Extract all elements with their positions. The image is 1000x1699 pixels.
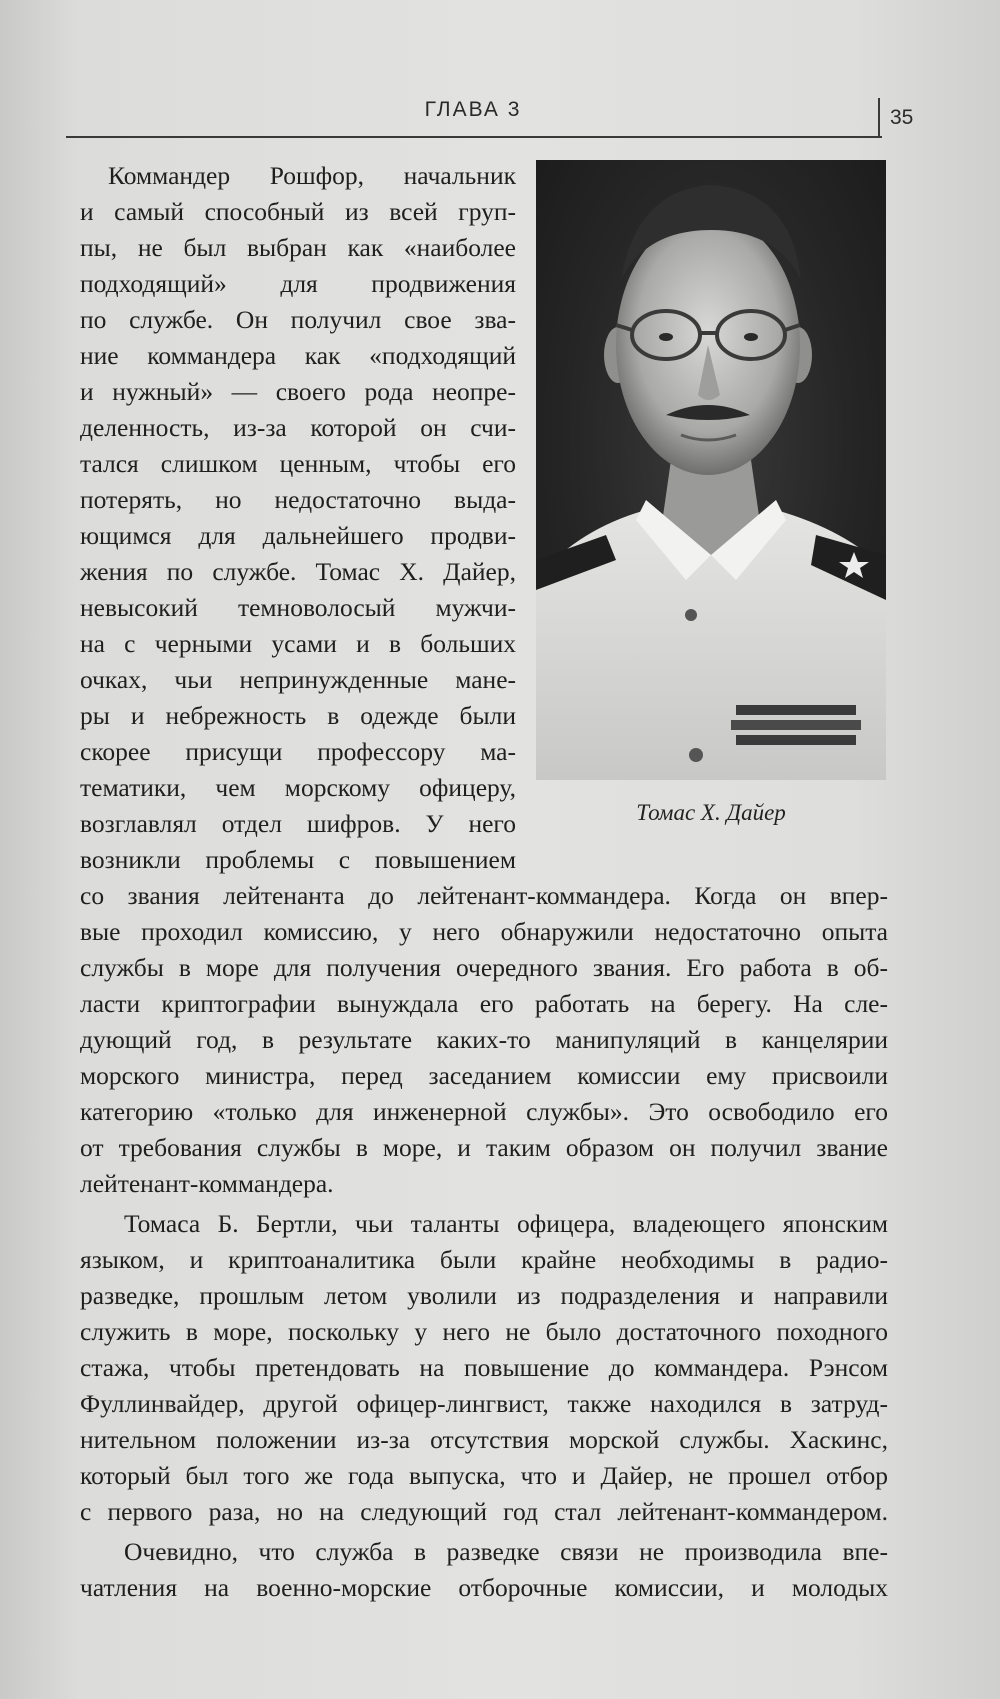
text-line: по службе. Он получил свое зва- xyxy=(80,305,516,334)
header-vertical-bar xyxy=(878,98,880,138)
text-line: языком, и криптоаналитика были крайне необходимы в радио- xyxy=(80,1245,888,1274)
text-line: и самый способный из всей груп- xyxy=(80,197,516,226)
portrait-photo xyxy=(536,160,886,780)
text-line: чатления на военно-морские отборочные комиссии, и молодых xyxy=(80,1573,888,1602)
text-line: вые проходил комиссию, у него обнаружили недостаточно опыта xyxy=(80,917,888,946)
text-line: Очевидно, что служба в разведке связи не производила впе- xyxy=(124,1537,888,1566)
text-line: ласти криптографии вынуждала его работать на берегу. На сле- xyxy=(80,989,888,1018)
text-line: невысокий темноволосый мужчи- xyxy=(80,593,516,622)
text-line: стажа, чтобы претендовать на повышение до коммандера. Рэнсом xyxy=(80,1353,888,1382)
text-line: возникли проблемы с повышением xyxy=(80,845,516,874)
page-number: 35 xyxy=(890,106,914,129)
text-line: очках, чьи непринужденные мане- xyxy=(80,665,516,694)
text-line: Коммандер Рошфор, начальник xyxy=(108,161,516,190)
portrait-illustration xyxy=(536,160,886,780)
text-line: на с черными усами и в больших xyxy=(80,629,516,658)
text-line: скорее присущи профессору ма- xyxy=(80,737,516,766)
text-line: потерять, но недостаточно выда- xyxy=(80,485,516,514)
text-line: пы, не был выбран как «наиболее xyxy=(80,233,516,262)
text-line: Томаса Б. Бертли, чьи таланты офицера, владеющего японским xyxy=(124,1209,888,1238)
photo-caption: Томас Х. Дайер xyxy=(636,800,786,825)
text-line: служить в море, поскольку у него не было достаточного походного xyxy=(80,1317,888,1346)
text-line: дующий год, в результате каких-то манипуляций в канцелярии xyxy=(80,1025,888,1054)
text-line: тематики, чем морскому офицеру, xyxy=(80,773,516,802)
text-line: Фуллинвайдер, другой офицер-лингвист, также находился в затруд- xyxy=(80,1389,888,1418)
text-line: от требования службы в море, и таким образом он получил звание xyxy=(80,1133,888,1162)
text-line: ние коммандера как «подходящий xyxy=(80,341,516,370)
text-line: морского министра, перед заседанием комиссии ему присвоили xyxy=(80,1061,888,1090)
text-line: службы в море для получения очередного звания. Его работа в об- xyxy=(80,953,888,982)
text-line: нительном положении из-за отсутствия морской службы. Хаскинс, xyxy=(80,1425,888,1454)
text-line: который был того же года выпуска, что и Дайер, не прошел отбор xyxy=(80,1461,888,1490)
text-line: категорию «только для инженерной службы». Это освободило его xyxy=(80,1097,888,1126)
text-line: подходящий» для продвижения xyxy=(80,269,516,298)
text-line: лейтенант-коммандера. xyxy=(80,1169,334,1198)
running-header-chapter: ГЛАВА 3 xyxy=(424,98,522,121)
text-line: со звания лейтенанта до лейтенант-коммандера. Когда он впер- xyxy=(80,881,888,910)
text-line: разведке, прошлым летом уволили из подразделения и направили xyxy=(80,1281,888,1310)
text-line: возглавлял отдел шифров. У него xyxy=(80,809,516,838)
text-line: деленность, из-за которой он счи- xyxy=(80,413,516,442)
text-line: ры и небрежность в одежде были xyxy=(80,701,516,730)
text-line: жения по службе. Томас Х. Дайер, xyxy=(80,557,516,586)
text-line: тался слишком ценным, чтобы его xyxy=(80,449,516,478)
text-line: и нужный» — своего рода неопре- xyxy=(80,377,516,406)
text-line: с первого раза, но на следующий год стал лейтенант-коммандером. xyxy=(80,1497,888,1526)
header-rule xyxy=(66,136,882,138)
text-line: ющимся для дальнейшего продви- xyxy=(80,521,516,550)
